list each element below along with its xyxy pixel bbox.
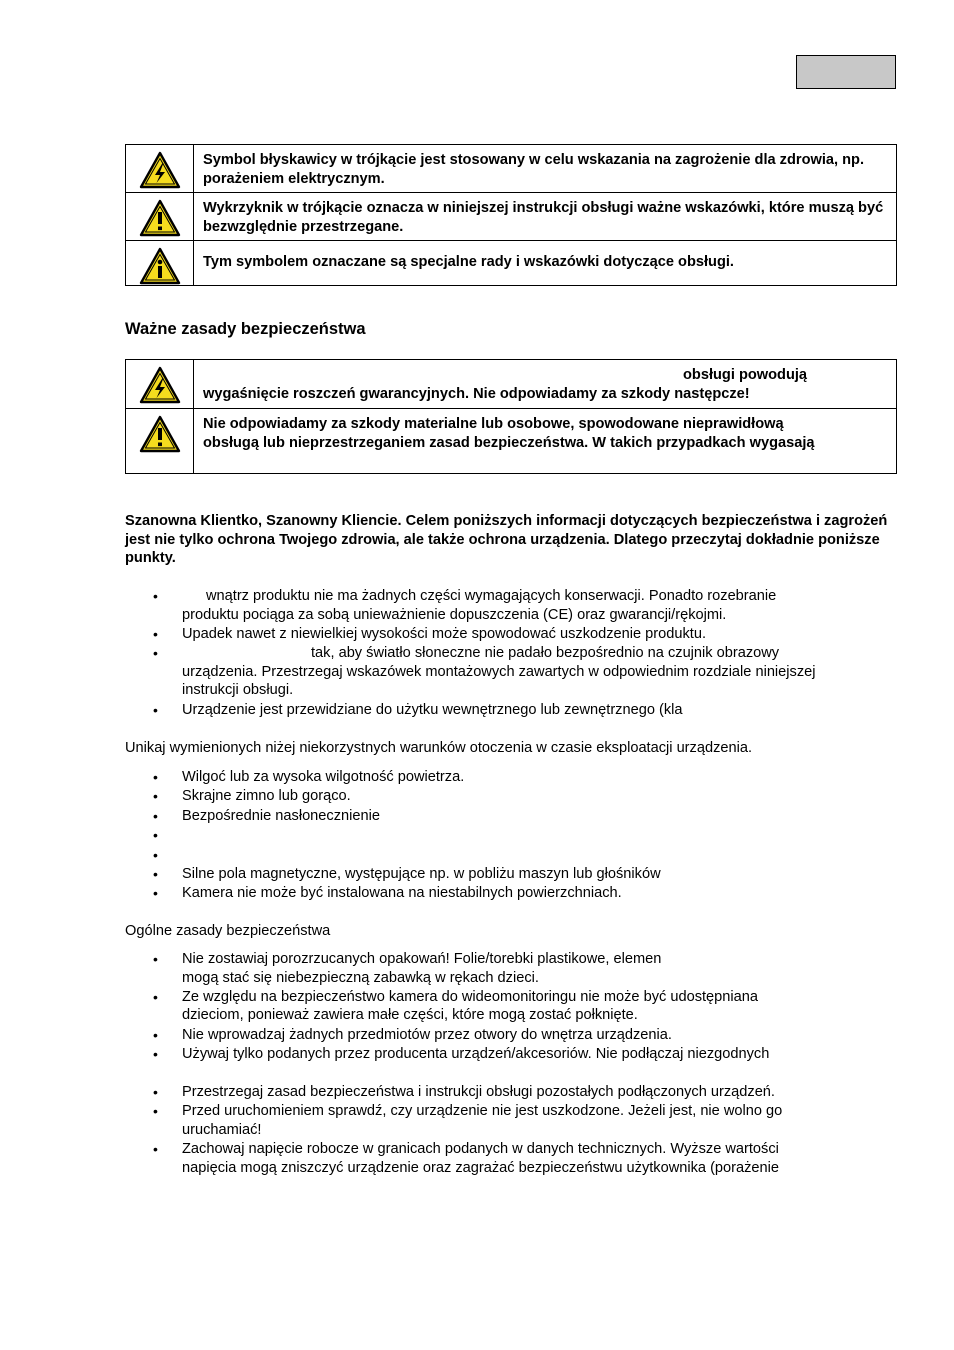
bullet: • <box>153 588 158 604</box>
bullet: • <box>153 701 158 718</box>
symbol-row-info <box>126 241 897 286</box>
warning-lightning-icon <box>139 151 181 189</box>
bullet: • <box>153 951 158 967</box>
symbol-description: Symbol błyskawicy w trójkącie jest stosowany w celu wskazania na zagrożenie dla zdrowia, np. porażeniem elektrycznym. <box>194 145 897 193</box>
list-item: • Upadek nawet z niewielkiej wysokości może spowodować uszkodzenie produktu. <box>153 625 707 642</box>
warning-row <box>126 409 897 474</box>
list-item: • wnątrz produktu nie ma żadnych części wymagających konserwacji. Ponadto rozebranie produktu pociąga za sobą unieważnienie dopuszczenia (CE) oraz gwarancji/rękojmi. <box>153 588 777 623</box>
safety-list-product <box>125 587 895 720</box>
symbol-legend-table <box>125 144 897 286</box>
bullet: • <box>153 788 158 805</box>
list-item <box>125 846 895 865</box>
general-safety-paragraph: Ogólne zasady bezpieczeństwa <box>125 923 331 939</box>
bullet: • <box>153 846 158 863</box>
bullet: • <box>153 827 158 844</box>
warning-exclamation-icon <box>139 415 181 453</box>
bullet: • <box>153 625 158 642</box>
intro-paragraph: Szanowna Klientko, Szanowny Kliencie. Celem poniższych informacji dotyczących bezpieczeństwa i zagrożeń jest nie tylko ochrona Twojego zdrowia, ale także ochrona urządzenia. Dlatego przeczytaj dokładnie poniższe punkty. <box>125 513 888 566</box>
bullet: • <box>153 885 158 902</box>
list-item: • Skrajne zimno lub gorąco. <box>153 788 351 805</box>
symbol-description: Wykrzyknik w trójkącie oznacza w niniejszej instrukcji obsługi ważne wskazówki, które muszą być bezwzględnie przestrzegane. <box>194 193 897 241</box>
list-item: • Silne pola magnetyczne, występujące np. w pobliżu maszyn lub głośników <box>153 865 661 882</box>
symbol-row-lightning <box>126 145 897 193</box>
symbol-description: Tym symbolem oznaczane są specjalne rady i wskazówki dotyczące obsługi. <box>194 241 897 286</box>
bullet: • <box>153 769 158 785</box>
safety-heading: Ważne zasady bezpieczeństwa <box>125 320 366 338</box>
bullet: • <box>153 1141 158 1158</box>
list-item: • Przestrzegaj zasad bezpieczeństwa i instrukcji obsługi pozostałych podłączonych urządzeń. <box>153 1084 775 1101</box>
list-item: • Urządzenie jest przewidziane do użytku wewnętrznego lub zewnętrznego (kla <box>153 701 683 718</box>
warning-text-line: Nie odpowiadamy za szkody materialne lub osobowe, spowodowane nieprawidłową <box>203 416 784 432</box>
list-item: • Kamera nie może być instalowana na niestabilnych powierzchniach. <box>153 885 622 902</box>
warning-lightning-icon <box>139 366 181 404</box>
symbol-row-exclamation <box>126 193 897 241</box>
bullet: • <box>153 645 158 662</box>
general-safety-list <box>125 950 895 1178</box>
warning-table <box>125 359 897 474</box>
environment-list <box>125 768 895 904</box>
warning-text-line: obsługi powodują <box>683 367 808 383</box>
list-item: • Przed uruchomieniem sprawdź, czy urządzenie nie jest uszkodzone. Jeżeli jest, nie wolno go uruchamiać! <box>153 1103 783 1138</box>
list-item <box>125 826 895 845</box>
list-item: • Nie zostawiaj porozrzucanych opakowań! Folie/torebki plastikowe, elemen mogą stać się niebezpieczną zabawką w rękach dzieci. <box>153 951 662 986</box>
warning-text-line: wygaśnięcie roszczeń gwarancyjnych. Nie odpowiadamy za szkody następcze! <box>203 385 750 402</box>
list-item: • Zachowaj napięcie robocze w granicach podanych w danych technicznych. Wyższe wartości napięcia mogą zniszczyć urządzenie oraz zagrażać bezpieczeństwu użytkownika (porażenie <box>153 1141 780 1176</box>
bullet: • <box>153 1046 158 1063</box>
warning-text-line: obsługą lub nieprzestrzeganiem zasad bezpieczeństwa. W takich przypadkach wygasają <box>203 434 815 451</box>
warning-exclamation-icon <box>139 199 181 237</box>
list-item: • Bezpośrednie nasłonecznienie <box>153 807 380 824</box>
environment-paragraph: Unikaj wymienionych niżej niekorzystnych warunków otoczenia w czasie eksploatacji urządzenia. <box>125 740 753 756</box>
list-item: • Używaj tylko podanych przez producenta urządzeń/akcesoriów. Nie podłączaj niezgodnych <box>153 1046 770 1063</box>
bullet: • <box>153 807 158 824</box>
info-triangle-icon <box>139 247 181 285</box>
list-item: • Wilgoć lub za wysoka wilgotność powietrza. <box>153 769 465 785</box>
bullet: • <box>153 988 158 1005</box>
language-tab-box <box>796 55 896 89</box>
bullet: • <box>153 1084 158 1101</box>
bullet: • <box>153 1103 158 1120</box>
list-item: • Nie wprowadzaj żadnych przedmiotów przez otwory do wnętrza urządzenia. <box>153 1026 672 1043</box>
bullet: • <box>153 1026 158 1043</box>
list-item: • Ze względu na bezpieczeństwo kamera do wideomonitoringu nie może być udostępniana dzieciom, ponieważ zawiera małe części, które mogą zostać połknięte. <box>153 988 758 1024</box>
bullet: • <box>153 865 158 882</box>
warning-row <box>126 360 897 409</box>
list-item: • tak, aby światło słoneczne nie padało bezpośrednio na czujnik obrazowy urządzenia. Przestrzegaj wskazówek montażowych zawartych w odpowiednim rozdziale niniejszej instrukcji obsługi. <box>153 645 816 699</box>
